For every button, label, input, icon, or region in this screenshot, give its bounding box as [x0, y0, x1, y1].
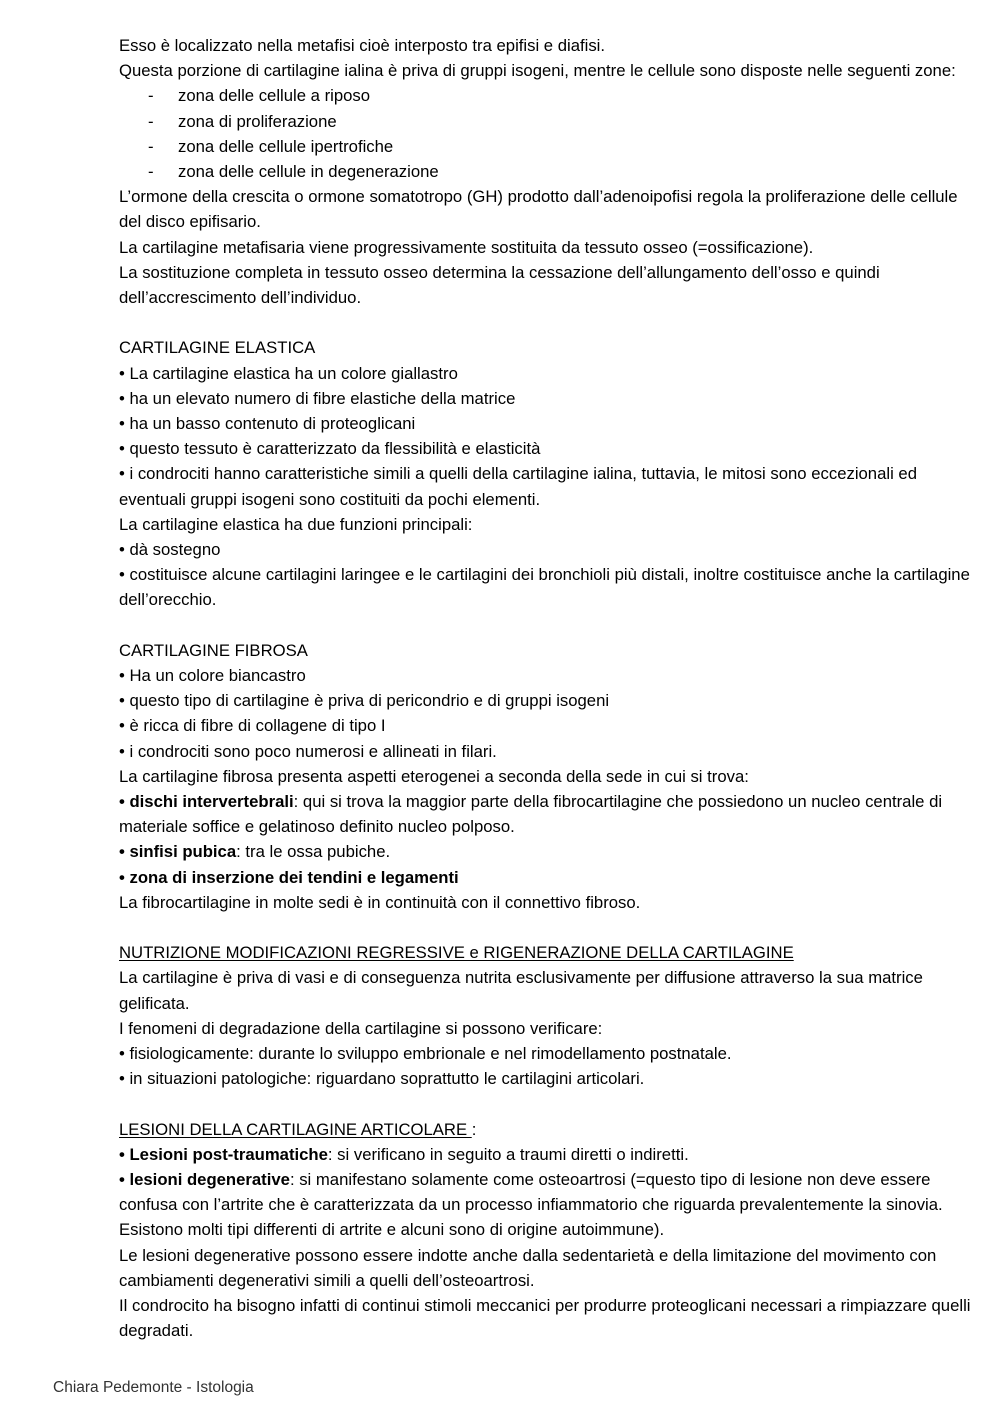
list-item [119, 109, 981, 134]
bullet-text: : si manifestano solamente come osteoartrosi (=questo tipo di lesione non deve essere confusa con l’artrite che è caratterizzata da un processo infiammatorio che riguarda prevalentemente la sinovia. Esistono molti tipi differenti di artrite e alcuni sono di origine autoimmune). [119, 1170, 943, 1240]
page-footer: Chiara Pedemonte - Istologia [53, 1379, 254, 1396]
paragraph: L’ormone della crescita o ormone somatotropo (GH) prodotto dall’adenoipofisi regola la proliferazione delle cellule del disco epifisario. [119, 187, 958, 232]
bullet-text: : qui si trova la maggior parte della fibrocartilagine che possiedono un nucleo centrale di materiale soffice e gelatinoso definito nucleo polposo. [119, 792, 943, 837]
paragraph: Questa porzione di cartilagine ialina è priva di gruppi isogeni, mentre le cellule sono disposte nelle seguenti zone: [119, 61, 956, 81]
paragraph: La cartilagine è priva di vasi e di conseguenza nutrita esclusivamente per diffusione attraverso la sua matrice gelificata. [119, 968, 923, 1013]
bullet-item: • i condrociti hanno caratteristiche simili a quelli della cartilagine ialina, tuttavia, le mitosi sono eccezionali ed eventuali gruppi isogeni sono costituiti da pochi elementi. [119, 464, 917, 509]
heading-colon: : [471, 1119, 477, 1139]
list-item [119, 83, 981, 108]
list-item-text: zona delle cellule a riposo [178, 86, 371, 106]
paragraph: I fenomeni di degradazione della cartilagine si possono verificare: [119, 1018, 603, 1038]
dash-marker: - [148, 111, 154, 131]
paragraph: La cartilagine metafisaria viene progressivamente sostituita da tessuto osseo (=ossificazione). [119, 237, 814, 257]
bullet-text: : si verificano in seguito a traumi diretti o indiretti. [327, 1144, 689, 1164]
list-item [119, 159, 981, 184]
section-heading-fibrosa: CARTILAGINE FIBROSA [119, 640, 308, 660]
bullet-item: • costituisce alcune cartilagini laringee e le cartilagini dei bronchioli più distali, inoltre costituisce anche la cartilagine dell’orecchio. [119, 565, 970, 610]
bullet-item [119, 789, 981, 839]
bullet-item: • Ha un colore biancastro [119, 666, 306, 686]
section-heading-elastica: CARTILAGINE ELASTICA [119, 338, 316, 358]
bullet-item: • i condrociti sono poco numerosi e allineati in filari. [119, 741, 497, 761]
bullet-item: • in situazioni patologiche: riguardano soprattutto le cartilagini articolari. [119, 1069, 645, 1089]
bullet-item: • fisiologicamente: durante lo sviluppo embrionale e nel rimodellamento postnatale. [119, 1044, 732, 1064]
bold-term: • zona di inserzione dei tendini e legamenti [119, 867, 459, 887]
section-heading-lesioni [119, 1117, 981, 1142]
paragraph: La sostituzione completa in tessuto osseo determina la cessazione dell’allungamento dell’osso e quindi dell’accrescimento dell’individuo. [119, 262, 880, 308]
bullet-item [119, 865, 981, 890]
document-body [119, 33, 981, 1344]
list-item [119, 134, 981, 159]
list-item-text: zona delle cellule ipertrofiche [178, 136, 394, 156]
bullet-item: • ha un basso contenuto di proteoglicani [119, 414, 416, 434]
list-item-text: zona di proliferazione [178, 111, 337, 131]
dash-marker: - [148, 136, 154, 156]
paragraph: Le lesioni degenerative possono essere indotte anche dalla sedentarietà e della limitazione del movimento con cambiamenti degenerativi simili a quelli dell’osteoartrosi. [119, 1245, 937, 1290]
dash-marker: - [148, 86, 154, 106]
bullet-item [119, 1142, 981, 1167]
bullet-item: • è ricca di fibre di collagene di tipo I [119, 716, 386, 736]
list-item-text: zona delle cellule in degenerazione [178, 162, 439, 182]
bullet-text: : tra le ossa pubiche. [236, 842, 391, 862]
bold-term: • lesioni degenerative [119, 1170, 290, 1190]
paragraph: La cartilagine fibrosa presenta aspetti eterogenei a seconda della sede in cui si trova: [119, 766, 749, 786]
section-heading-nutrizione: NUTRIZIONE MODIFICAZIONI REGRESSIVE e RIGENERAZIONE DELLA CARTILAGINE [119, 943, 794, 963]
bullet-item [119, 1167, 981, 1243]
bullet-item: • La cartilagine elastica ha un colore giallastro [119, 363, 458, 383]
bold-term: • dischi intervertebrali [119, 792, 294, 812]
paragraph: La cartilagine elastica ha due funzioni principali: [119, 514, 473, 534]
bullet-item: • questo tipo di cartilagine è priva di pericondrio e di gruppi isogeni [119, 691, 610, 711]
paragraph: Esso è localizzato nella metafisi cioè interposto tra epifisi e diafisi. [119, 36, 606, 55]
bullet-item: • ha un elevato numero di fibre elastiche della matrice [119, 388, 516, 408]
bullet-item: • dà sostegno [119, 540, 221, 560]
paragraph: La fibrocartilagine in molte sedi è in continuità con il connettivo fibroso. [119, 892, 641, 912]
bullet-item [119, 839, 981, 864]
paragraph: Il condrocito ha bisogno infatti di continui stimoli meccanici per produrre proteoglicani necessari a rimpiazzare quelli degradati. [119, 1296, 971, 1341]
dash-marker: - [148, 162, 154, 182]
bullet-item: • questo tessuto è caratterizzato da flessibilità e elasticità [119, 439, 541, 459]
heading-text: LESIONI DELLA CARTILAGINE ARTICOLARE [119, 1119, 472, 1139]
bold-term: • Lesioni post-traumatiche [119, 1144, 328, 1164]
bold-term: • sinfisi pubica [119, 842, 237, 862]
